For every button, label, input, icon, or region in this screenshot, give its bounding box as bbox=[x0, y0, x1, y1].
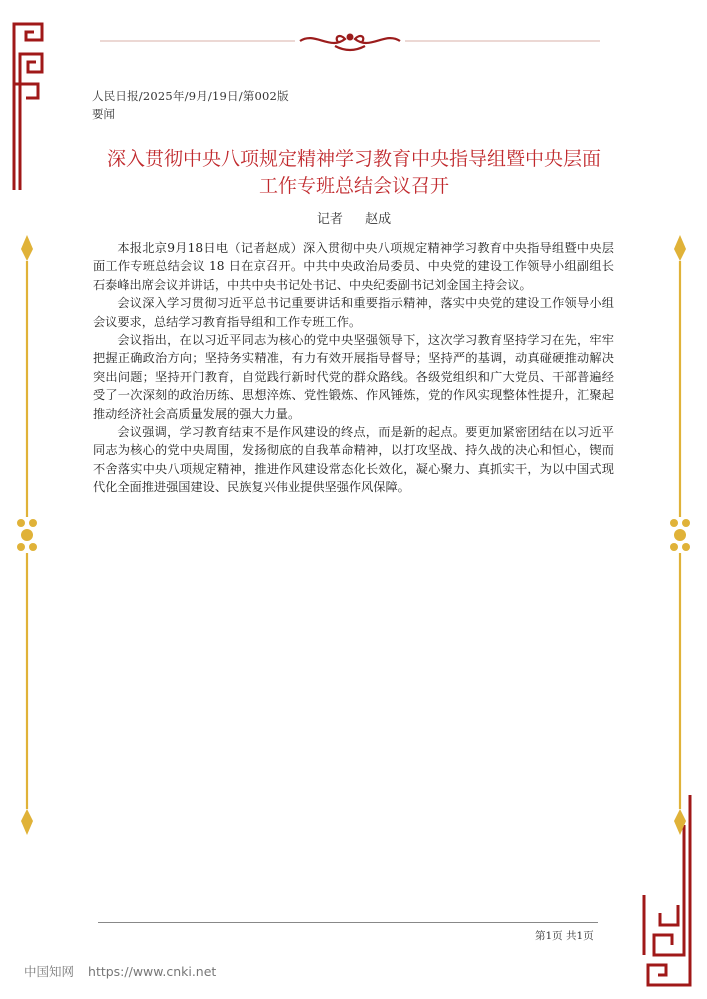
cnki-brand-name: 中国知网 bbox=[24, 964, 75, 979]
headline-line-2: 工作专班总结会议召开 bbox=[258, 175, 449, 197]
header-flourish-ornament bbox=[100, 28, 600, 54]
cnki-url-link[interactable]: https://www.cnki.net bbox=[88, 964, 217, 979]
side-ornament-right bbox=[665, 235, 695, 835]
article-paragraph: 本报北京9月18日电（记者赵成）深入贯彻中央八项规定精神学习教育中央指导组暨中央层面工作专班总结会议 18 日在京召开。中共中央政治局委员、中央党的建设工作领导小组副组长石泰峰出席会议并讲话，中共中央书记处书记、中央纪委副书记刘金国主持会议。 bbox=[93, 241, 614, 292]
byline-name: 赵成 bbox=[365, 212, 392, 227]
article-paragraph: 会议指出，在以习近平同志为核心的党中央坚强领导下，这次学习教育坚持学习在先，牢牢把握正确政治方向；坚持务实精准，有力有效开展指导督导；坚持严的基调，动真碰硬推动解决突出问题；坚持开门教育，自觉践行新时代党的群众路线。各级党组织和广大党员、干部普遍经受了一次深刻的政治历练、思想淬炼、党性锻炼、作风锤炼，党的作风实现整体性提升，汇聚起推动经济社会高质量发展的强大力量。 bbox=[93, 333, 614, 421]
cnki-footer bbox=[24, 962, 216, 980]
publication-source: 人民日报/2025年/9月/19日/第002版 bbox=[92, 89, 289, 103]
byline-label: 记者 bbox=[316, 212, 343, 227]
footer-divider bbox=[98, 922, 598, 923]
page-indicator: 第1页 共1页 bbox=[535, 930, 594, 942]
byline bbox=[90, 208, 618, 227]
headline-line-1: 深入贯彻中央八项规定精神学习教育中央指导组暨中央层面 bbox=[106, 148, 601, 170]
side-ornament-left bbox=[12, 235, 42, 835]
article-paragraph: 会议强调，学习教育结束不是作风建设的终点，而是新的起点。要更加紧密团结在以习近平同志为核心的党中央周围，发扬彻底的自我革命精神，以打攻坚战、持久战的决心和恒心，锲而不舍落实中央八项规定精神，推进作风建设常态化长效化，凝心聚力、真抓实干，为以中国式现代化全面推进强国建设、民族复兴伟业提供坚强作风保障。 bbox=[93, 425, 614, 495]
article-headline bbox=[90, 146, 618, 200]
section-label: 要闻 bbox=[92, 107, 115, 121]
corner-fretwork-ornament bbox=[8, 14, 48, 190]
article-body bbox=[93, 239, 614, 497]
article-paragraph: 会议深入学习贯彻习近平总书记重要讲话和重要指示精神，落实中央党的建设工作领导小组会议要求，总结学习教育指导组和工作专班工作。 bbox=[93, 296, 614, 329]
